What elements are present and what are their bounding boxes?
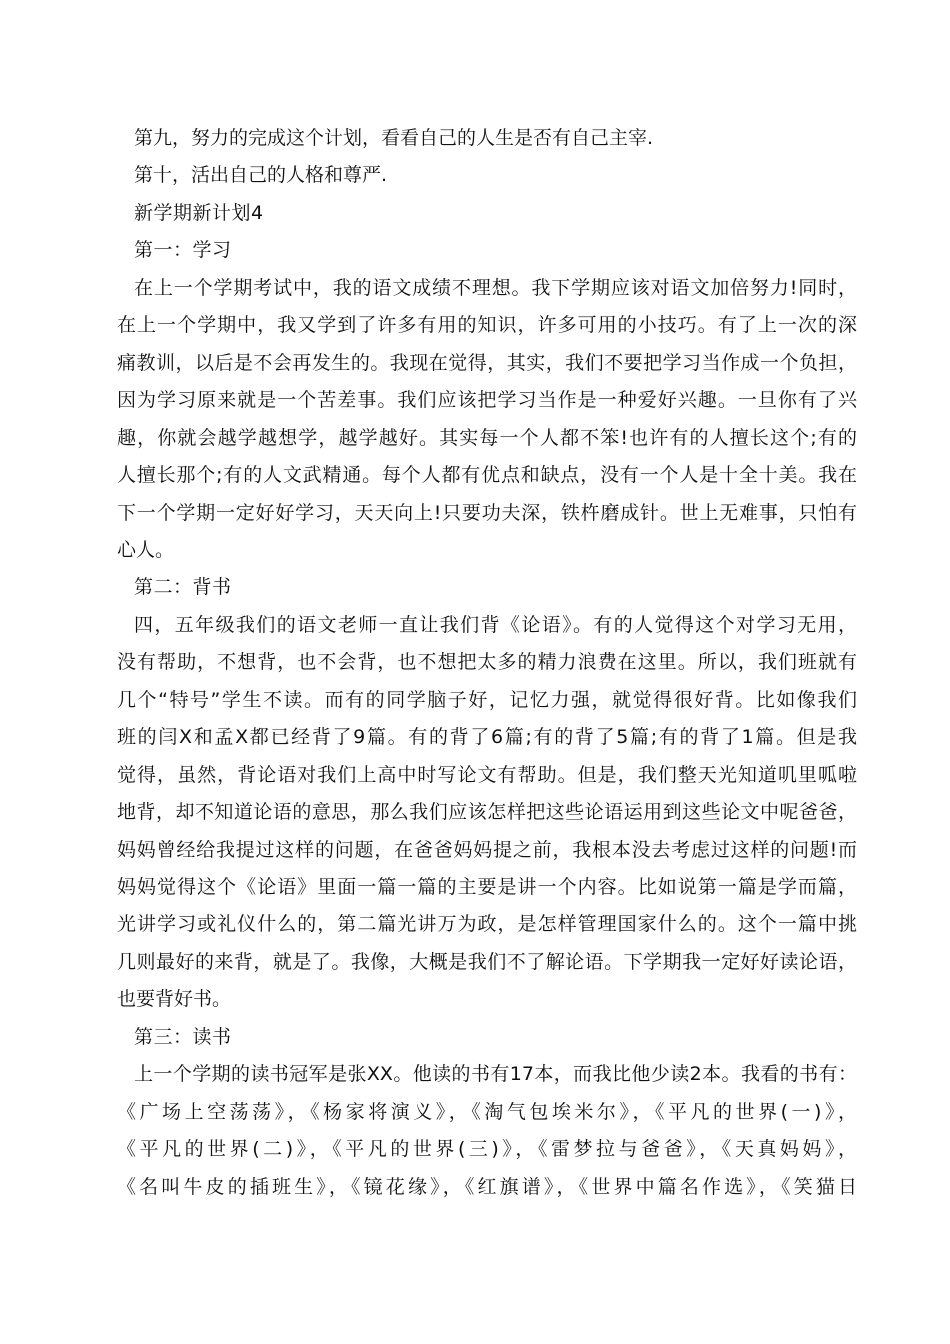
paragraph-line: 人擅长那个;有的人文武精通。每个人都有优点和缺点，没有一个人是十全十美。我在 <box>117 464 857 486</box>
paragraph-line: 心人。 <box>117 539 175 561</box>
paragraph-line: 妈妈觉得这个《论语》里面一篇一篇的主要是讲一个内容。比如说第一篇是学而篇， <box>117 876 857 898</box>
paragraph-line: 第九，努力的完成这个计划，看看自己的人生是否有自己主宰. <box>134 127 654 149</box>
paragraph-line: 《广场上空荡荡》，《杨家将演义》，《淘气包埃米尔》，《平凡的世界(一)》， <box>117 1101 857 1123</box>
paragraph-line: 光讲学习或礼仪什么的，第二篇光讲万为政，是怎样管理国家什么的。这个一篇中挑 <box>117 913 857 935</box>
paragraph-line: 趣，你就会越学越想学，越学越好。其实每一个人都不笨!也许有的人擅长这个;有的 <box>117 427 857 449</box>
paragraph-line: 妈妈曾经给我提过这样的问题，在爸爸妈妈提之前，我根本没去考虑过这样的问题!而 <box>117 839 857 861</box>
paragraph-line: 几个“特号”学生不读。而有的同学脑子好，记忆力强，就觉得很好背。比如像我们 <box>117 689 857 711</box>
paragraph-line: 《名叫牛皮的插班生》，《镜花缘》，《红旗谱》，《世界中篇名作选》，《笑猫日 <box>117 1176 857 1198</box>
paragraph-line: 《平凡的世界(二)》，《平凡的世界(三)》，《雷梦拉与爸爸》，《天真妈妈》， <box>117 1138 857 1160</box>
paragraph-line: 因为学习原来就是一个苦差事。我们应该把学习当作是一种爱好兴趣。一旦你有了兴 <box>117 389 857 411</box>
section-heading: 第一：学习 <box>134 239 232 261</box>
paragraph-line: 觉得，虽然，背论语对我们上高中时写论文有帮助。但是，我们整天光知道叽里呱啦 <box>117 764 857 786</box>
paragraph-line: 地背，却不知道论语的意思，那么我们应该怎样把这些论语运用到这些论文中呢爸爸， <box>117 801 857 823</box>
paragraph-line: 痛教训，以后是不会再发生的。我现在觉得，其实，我们不要把学习当作成一个负担， <box>117 352 857 374</box>
paragraph-line: 上一个学期的读书冠军是张XX。他读的书有17本，而我比他少读2本。我看的书有： <box>134 1063 857 1085</box>
paragraph-line: 第十，活出自己的人格和尊严. <box>134 164 388 186</box>
paragraph-line: 班的闫X和孟X都已经背了9篇。有的背了6篇;有的背了5篇;有的背了1篇。但是我 <box>117 726 857 748</box>
paragraph-line: 下一个学期一定好好学习，天天向上!只要功夫深，铁杵磨成针。世上无难事，只怕有 <box>117 502 857 524</box>
paragraph-line: 没有帮助，不想背，也不会背，也不想把太多的精力浪费在这里。所以，我们班就有 <box>117 651 857 673</box>
paragraph-line: 几则最好的来背，就是了。我像，大概是我们不了解论语。下学期我一定好好读论语， <box>117 951 857 973</box>
section-heading: 第二：背书 <box>134 576 232 598</box>
section-heading: 第三：读书 <box>134 1026 232 1048</box>
paragraph-line: 也要背好书。 <box>117 988 232 1010</box>
paragraph-line: 四，五年级我们的语文老师一直让我们背《论语》。有的人觉得这个对学习无用， <box>134 614 857 636</box>
paragraph-line: 在上一个学期考试中，我的语文成绩不理想。我下学期应该对语文加倍努力!同时， <box>134 277 857 299</box>
section-title: 新学期新计划4 <box>134 202 264 224</box>
paragraph-line: 在上一个学期中，我又学到了许多有用的知识，许多可用的小技巧。有了上一次的深 <box>117 314 857 336</box>
